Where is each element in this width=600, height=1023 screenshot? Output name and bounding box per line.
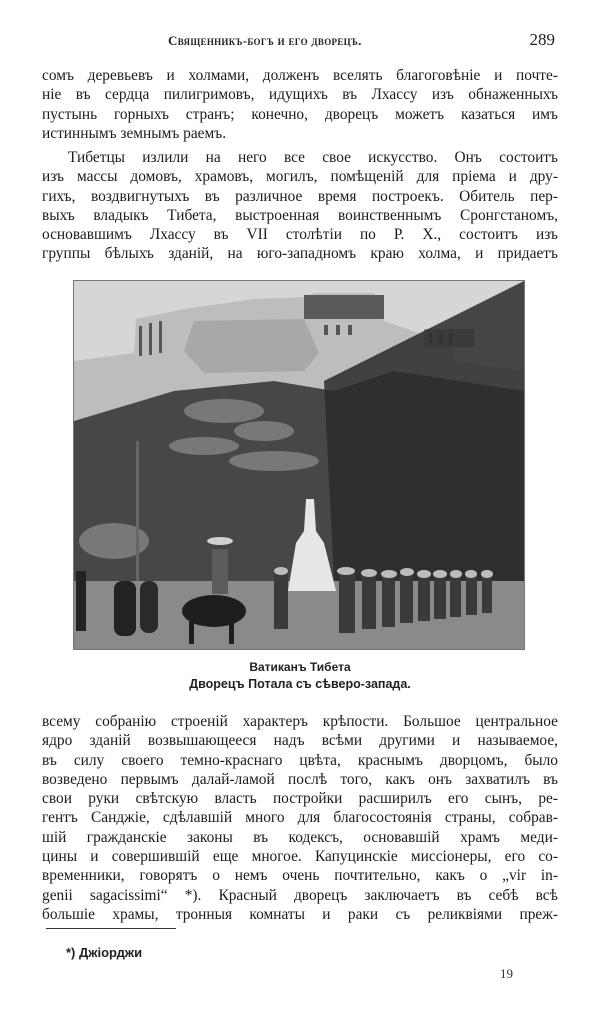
text-line: ніе въ сердца пилигримовъ, идущихъ въ Лхассу изъ обнаженныхъ [42, 86, 558, 104]
photo-illustration [74, 281, 524, 649]
text-line: временники, говорятъ о немъ очень почтительно, какъ о „vir in- [42, 867, 558, 885]
text-line: изъ массы домовъ, храмовъ, могилъ, помѣщеній для пріема и дру- [42, 168, 558, 186]
text-line: выхъ владыкъ Тибета, выстроенная воинственнымъ Сронгстаномъ, [42, 206, 558, 224]
text-line: ядро зданій возвышающееся надъ всѣми другими и называемое, [42, 732, 558, 750]
text-line: сомъ деревьевъ и холмами, долженъ вселять благоговѣніе и почте- [42, 67, 558, 84]
text-line: истиннымъ земнымъ раемъ. [42, 124, 227, 142]
text-line: свои руки свѣтскую власть постройки расширилъ его сынъ, ре- [42, 790, 558, 808]
text-line: Тибетцы излили на него все свое искусство. Онъ состоитъ [68, 149, 558, 166]
potala-photograph [73, 280, 525, 650]
text-line: гихъ, воздвигнутыхъ въ различное время построекъ. Обитель пер- [42, 187, 558, 205]
paragraph-tibetans [42, 148, 558, 264]
text-line: возведено первымъ далай-ламой послѣ того, какъ онъ захватилъ въ [42, 770, 558, 788]
signature-mark: 19 [500, 966, 513, 981]
text-line: всему собранію строеній характеръ крѣпости. Большое центральное [42, 713, 558, 730]
figure-caption-subtitle: Дворецъ Потала съ сѣверо-запада. [189, 677, 411, 691]
paragraph-continuation [42, 66, 558, 143]
figure-caption-title: Ватиканъ Тибета [249, 660, 351, 674]
text-line: шій гражданскіе законы въ кодексъ, основавшій храмъ меди- [42, 828, 558, 846]
text-line: основавшимъ Лхассу въ VII столѣтіи по Р. Х., состоитъ изъ [42, 226, 558, 244]
running-head [0, 30, 600, 53]
footnote-divider [46, 928, 176, 929]
paragraph-red-palace [42, 712, 558, 924]
page-number: 289 [529, 30, 555, 49]
running-title: Священникъ-богъ и его дворецъ. [168, 33, 362, 48]
text-line: группы бѣлыхъ зданій, на юго-западномъ краю холма, и придаетъ [42, 245, 558, 263]
text-line: гентъ Санджіе, сдѣлавшій много для благосостоянія страны, собрав- [42, 809, 558, 827]
text-line: цины и совершившій еще многое. Капуцинскіе миссіонеры, его со- [42, 848, 558, 866]
text-line: большіе храмы, тронныя комнаты и раки съ реликвіями преж- [42, 905, 558, 923]
text-line: пустынь горныхъ странъ; конечно, дворецъ можетъ казаться имъ [42, 105, 558, 123]
text-line: genii sagacissimi“ *). Красный дворецъ заключаетъ въ себѣ всѣ [42, 886, 558, 904]
footnote: *) Джіорджи [66, 945, 143, 960]
text-line: въ силу своего темно-краснаго цвѣта, краснымъ дворцомъ, было [42, 751, 558, 769]
